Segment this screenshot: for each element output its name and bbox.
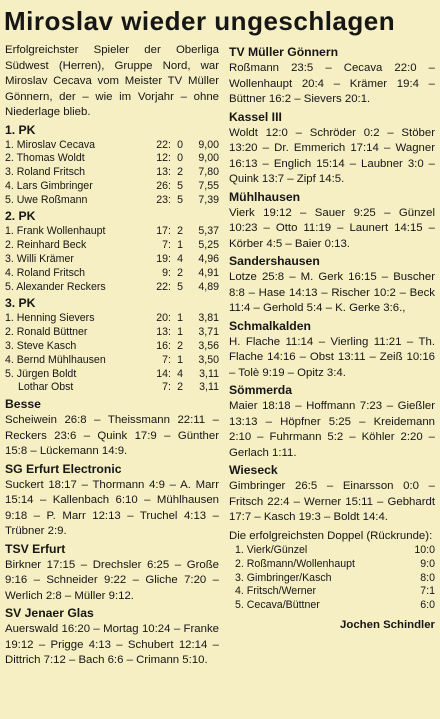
team-title: Schmalkalden (229, 318, 311, 333)
games-won: 23: (156, 193, 171, 206)
doppel-row (229, 599, 435, 613)
doppel-score: 9:0 (420, 557, 435, 570)
ranking-row (5, 368, 219, 382)
ranking-3pk (5, 294, 219, 395)
ranking-row (5, 281, 219, 295)
rating: 3,11 (199, 367, 219, 380)
team-section-sg-erfurt-electronic (5, 460, 219, 540)
right-column (229, 43, 435, 633)
ranking-row (5, 253, 219, 267)
player-name: 2. Ronald Büttner (5, 326, 88, 339)
team-section-kassel-iii (229, 108, 435, 188)
rating: 7,80 (198, 166, 219, 179)
team-results: Gimbringer 26:5 – Einarsson 0:0 – Fritsch 22:4 – Werner 15:11 – Gebhardt 17:7 – Kasch 19:3 – Boldt 14:4. (229, 480, 435, 523)
doppel-row (229, 544, 435, 558)
ranking-row (5, 267, 219, 281)
team-results: Suckert 18:17 – Thormann 4:9 – A. Marr 15:14 – Kallenbach 6:10 – Mühlhausen 9:18 – P. Marr 12:13 – Truchel 4:13 – Trübner 2:9. (5, 478, 219, 538)
games-lost: 0 (177, 138, 183, 151)
doppel-pair: 2. Roßmann/Wollenhaupt (235, 557, 355, 570)
doppel-section (229, 526, 435, 613)
player-name: 3. Willi Krämer (5, 253, 74, 266)
games-lost: 1 (177, 239, 183, 252)
player-name: 3. Steve Kasch (5, 340, 77, 353)
player-name: 5. Uwe Roßmann (5, 193, 88, 206)
ranking-row (5, 381, 219, 395)
team-section-soemmerda (229, 381, 435, 461)
games-lost: 5 (177, 193, 183, 206)
player-name: 2. Reinhard Beck (5, 239, 87, 252)
team-title: Besse (5, 397, 41, 412)
games-won: 13: (156, 166, 171, 179)
games-won: 16: (156, 340, 171, 353)
team-title: Wieseck (229, 463, 278, 477)
team-title: Sömmerda (229, 383, 292, 397)
doppel-pair: 3. Gimbringer/Kasch (235, 571, 332, 584)
games-won: 26: (156, 179, 171, 192)
team-results: Roßmann 23:5 – Cecava 22:0 – Wollenhaupt 20:4 – Krämer 19:4 – Büttner 16:2 – Sievers 20:1. (229, 62, 435, 105)
games-won: 7: (162, 353, 171, 366)
doppel-score: 6:0 (420, 599, 435, 612)
games-lost: 5 (177, 280, 183, 293)
ranking-row (5, 180, 219, 194)
author-byline: Jochen Schindler (340, 618, 435, 631)
team-section-tv-mueller-goennern (229, 43, 435, 108)
ranking-row (5, 340, 219, 354)
rating: 9,00 (198, 152, 219, 165)
games-lost: 2 (177, 166, 183, 179)
ranking-row (5, 354, 219, 368)
team-section-besse (5, 395, 219, 460)
team-results: H. Flache 11:14 – Vierling 11:21 – Th. Flache 14:16 – Obst 13:11 – Zeiß 10:16 – Tolè 9:19 – Opitz 3:4. (229, 335, 435, 379)
player-name: 1. Frank Wollenhaupt (5, 225, 106, 238)
games-won: 20: (156, 312, 171, 325)
games-lost: 2 (177, 381, 183, 394)
games-lost: 2 (177, 225, 183, 238)
games-lost: 2 (177, 340, 183, 353)
team-title: Kassel III (229, 109, 282, 124)
team-results: Woldt 12:0 – Schröder 0:2 – Stöber 13:20 – Dr. Emmerich 17:14 – Wagner 16:13 – Englich 15:14 – Laubner 3:0 – Quink 13:7 – Zipf 14:5. (229, 126, 435, 185)
games-lost: 5 (177, 179, 183, 192)
games-won: 14: (156, 367, 171, 380)
games-won: 12: (156, 152, 171, 165)
games-won: 22: (156, 280, 171, 293)
rating: 5,25 (198, 239, 219, 252)
ranking-row (5, 139, 219, 153)
games-won: 9: (162, 266, 171, 279)
games-lost: 2 (177, 266, 183, 279)
rating: 4,96 (198, 253, 219, 266)
rating: 5,37 (198, 225, 219, 238)
ranking-row (5, 194, 219, 208)
rating: 3,11 (199, 381, 219, 394)
ranking-row (5, 152, 219, 166)
rating: 4,89 (198, 280, 219, 293)
team-title: Sandershausen (229, 254, 320, 268)
games-lost: 1 (177, 326, 183, 339)
doppel-row (229, 572, 435, 586)
games-lost: 4 (177, 367, 183, 380)
doppel-score: 7:1 (420, 585, 435, 598)
rating: 4,91 (198, 266, 219, 279)
rating: 3,50 (198, 353, 219, 366)
games-won: 7: (162, 381, 171, 394)
games-won: 22: (156, 138, 171, 151)
ranking-row (5, 166, 219, 180)
ranking-row (5, 312, 219, 326)
rating: 3,56 (198, 340, 219, 353)
rating: 3,81 (198, 312, 219, 325)
games-won: 19: (156, 253, 171, 266)
doppel-pair: 1. Vierk/Günzel (235, 544, 308, 556)
player-name: 1. Miroslav Cecava (5, 138, 96, 151)
games-lost: 1 (177, 312, 183, 325)
team-section-muehlhausen (229, 188, 435, 253)
team-results: Maier 18:18 – Hoffmann 7:23 – Gießler 13:13 – Höpfner 5:25 – Kreidemann 2:10 – Fuhrmann 5:2 – Köhler 2:20 – Gerlach 1:11. (229, 400, 435, 459)
player-name: 5. Jürgen Boldt (5, 367, 77, 380)
player-name: 1. Henning Sievers (5, 312, 95, 325)
team-results: Vierk 19:12 – Sauer 9:25 – Günzel 10:23 – Otto 11:19 – Launert 14:15 – Körber 4:5 – Baier 0:13. (229, 206, 435, 250)
player-name: 5. Alexander Reckers (5, 280, 106, 293)
ranking-title: 3. PK (5, 296, 36, 311)
rating: 9,00 (198, 138, 219, 151)
rating: 3,71 (198, 326, 219, 339)
team-results: Scheiwein 26:8 – Theissmann 22:11 – Reckers 23:6 – Quink 17:9 – Günther 15:8 – Lückemann 14:9. (5, 414, 219, 458)
ranking-1pk (5, 121, 219, 208)
team-title: TSV Erfurt (5, 541, 66, 556)
games-won: 7: (162, 239, 171, 252)
player-name: 4. Bernd Mühlhausen (5, 353, 106, 366)
ranking-row (5, 326, 219, 340)
games-won: 13: (156, 326, 171, 339)
team-title: SV Jenaer Glas (5, 606, 94, 621)
doppel-title: Die erfolgreichsten Doppel (Rückrunde): (229, 529, 433, 542)
team-section-schmalkalden (229, 317, 435, 382)
headline: Miroslav wieder ungeschlagen (4, 6, 396, 36)
rating: 7,55 (198, 179, 219, 192)
games-won: 17: (156, 225, 171, 238)
doppel-pair: 4. Fritsch/Werner (235, 585, 317, 598)
team-section-sv-jenaer-glas (5, 604, 219, 669)
games-lost: 1 (177, 353, 183, 366)
team-section-tsv-erfurt (5, 540, 219, 605)
rating: 7,39 (198, 193, 219, 206)
doppel-pair: 5. Cecava/Büttner (235, 599, 320, 612)
doppel-score: 10:0 (414, 544, 435, 556)
player-name: 4. Lars Gimbringer (5, 179, 93, 192)
doppel-row (229, 585, 435, 599)
team-title: TV Müller Gönnern (229, 45, 339, 59)
team-title: SG Erfurt Electronic (5, 461, 122, 476)
games-lost: 4 (177, 253, 183, 266)
player-name: 3. Roland Fritsch (5, 166, 86, 179)
team-results: Birkner 17:15 – Drechsler 6:25 – Große 9:16 – Schneider 9:22 – Gliche 7:20 – Werlich 2:8 – Müller 9:12. (5, 558, 219, 602)
ranking-2pk (5, 207, 219, 294)
team-section-wieseck (229, 461, 435, 526)
team-title: Mühlhausen (229, 189, 301, 204)
team-results: Auerswald 16:20 – Mortag 10:24 – Franke 19:12 – Prigge 4:13 – Schubert 12:14 – Dittrich 7:12 – Bach 6:6 – Crimann 5:10. (5, 623, 219, 667)
left-column (5, 43, 219, 669)
intro-paragraph: Erfolgreichster Spieler der Oberliga Südwest (Herren), Gruppe Nord, war Miroslav Cecava vom Meister TV Müller Gönnern, der – wie im Vorjahr – ohne Niederlage blieb. (5, 44, 219, 118)
doppel-score: 8:0 (420, 571, 435, 584)
games-lost: 0 (177, 152, 183, 165)
ranking-row (5, 239, 219, 253)
player-name: 2. Thomas Woldt (5, 152, 85, 165)
doppel-row (229, 558, 435, 572)
team-results: Lotze 25:8 – M. Gerk 16:15 – Buscher 8:8 – Hase 14:13 – Rischer 10:2 – Beck 11:4 – Gerhold 5:4 – K. Gerke 3:6., (229, 271, 435, 314)
ranking-title: 1. PK (5, 122, 36, 137)
player-name: 4. Roland Fritsch (5, 266, 86, 279)
ranking-title: 2. PK (5, 209, 36, 224)
team-section-sandershausen (229, 252, 435, 317)
player-name: Lothar Obst (18, 381, 74, 394)
ranking-row (5, 225, 219, 239)
